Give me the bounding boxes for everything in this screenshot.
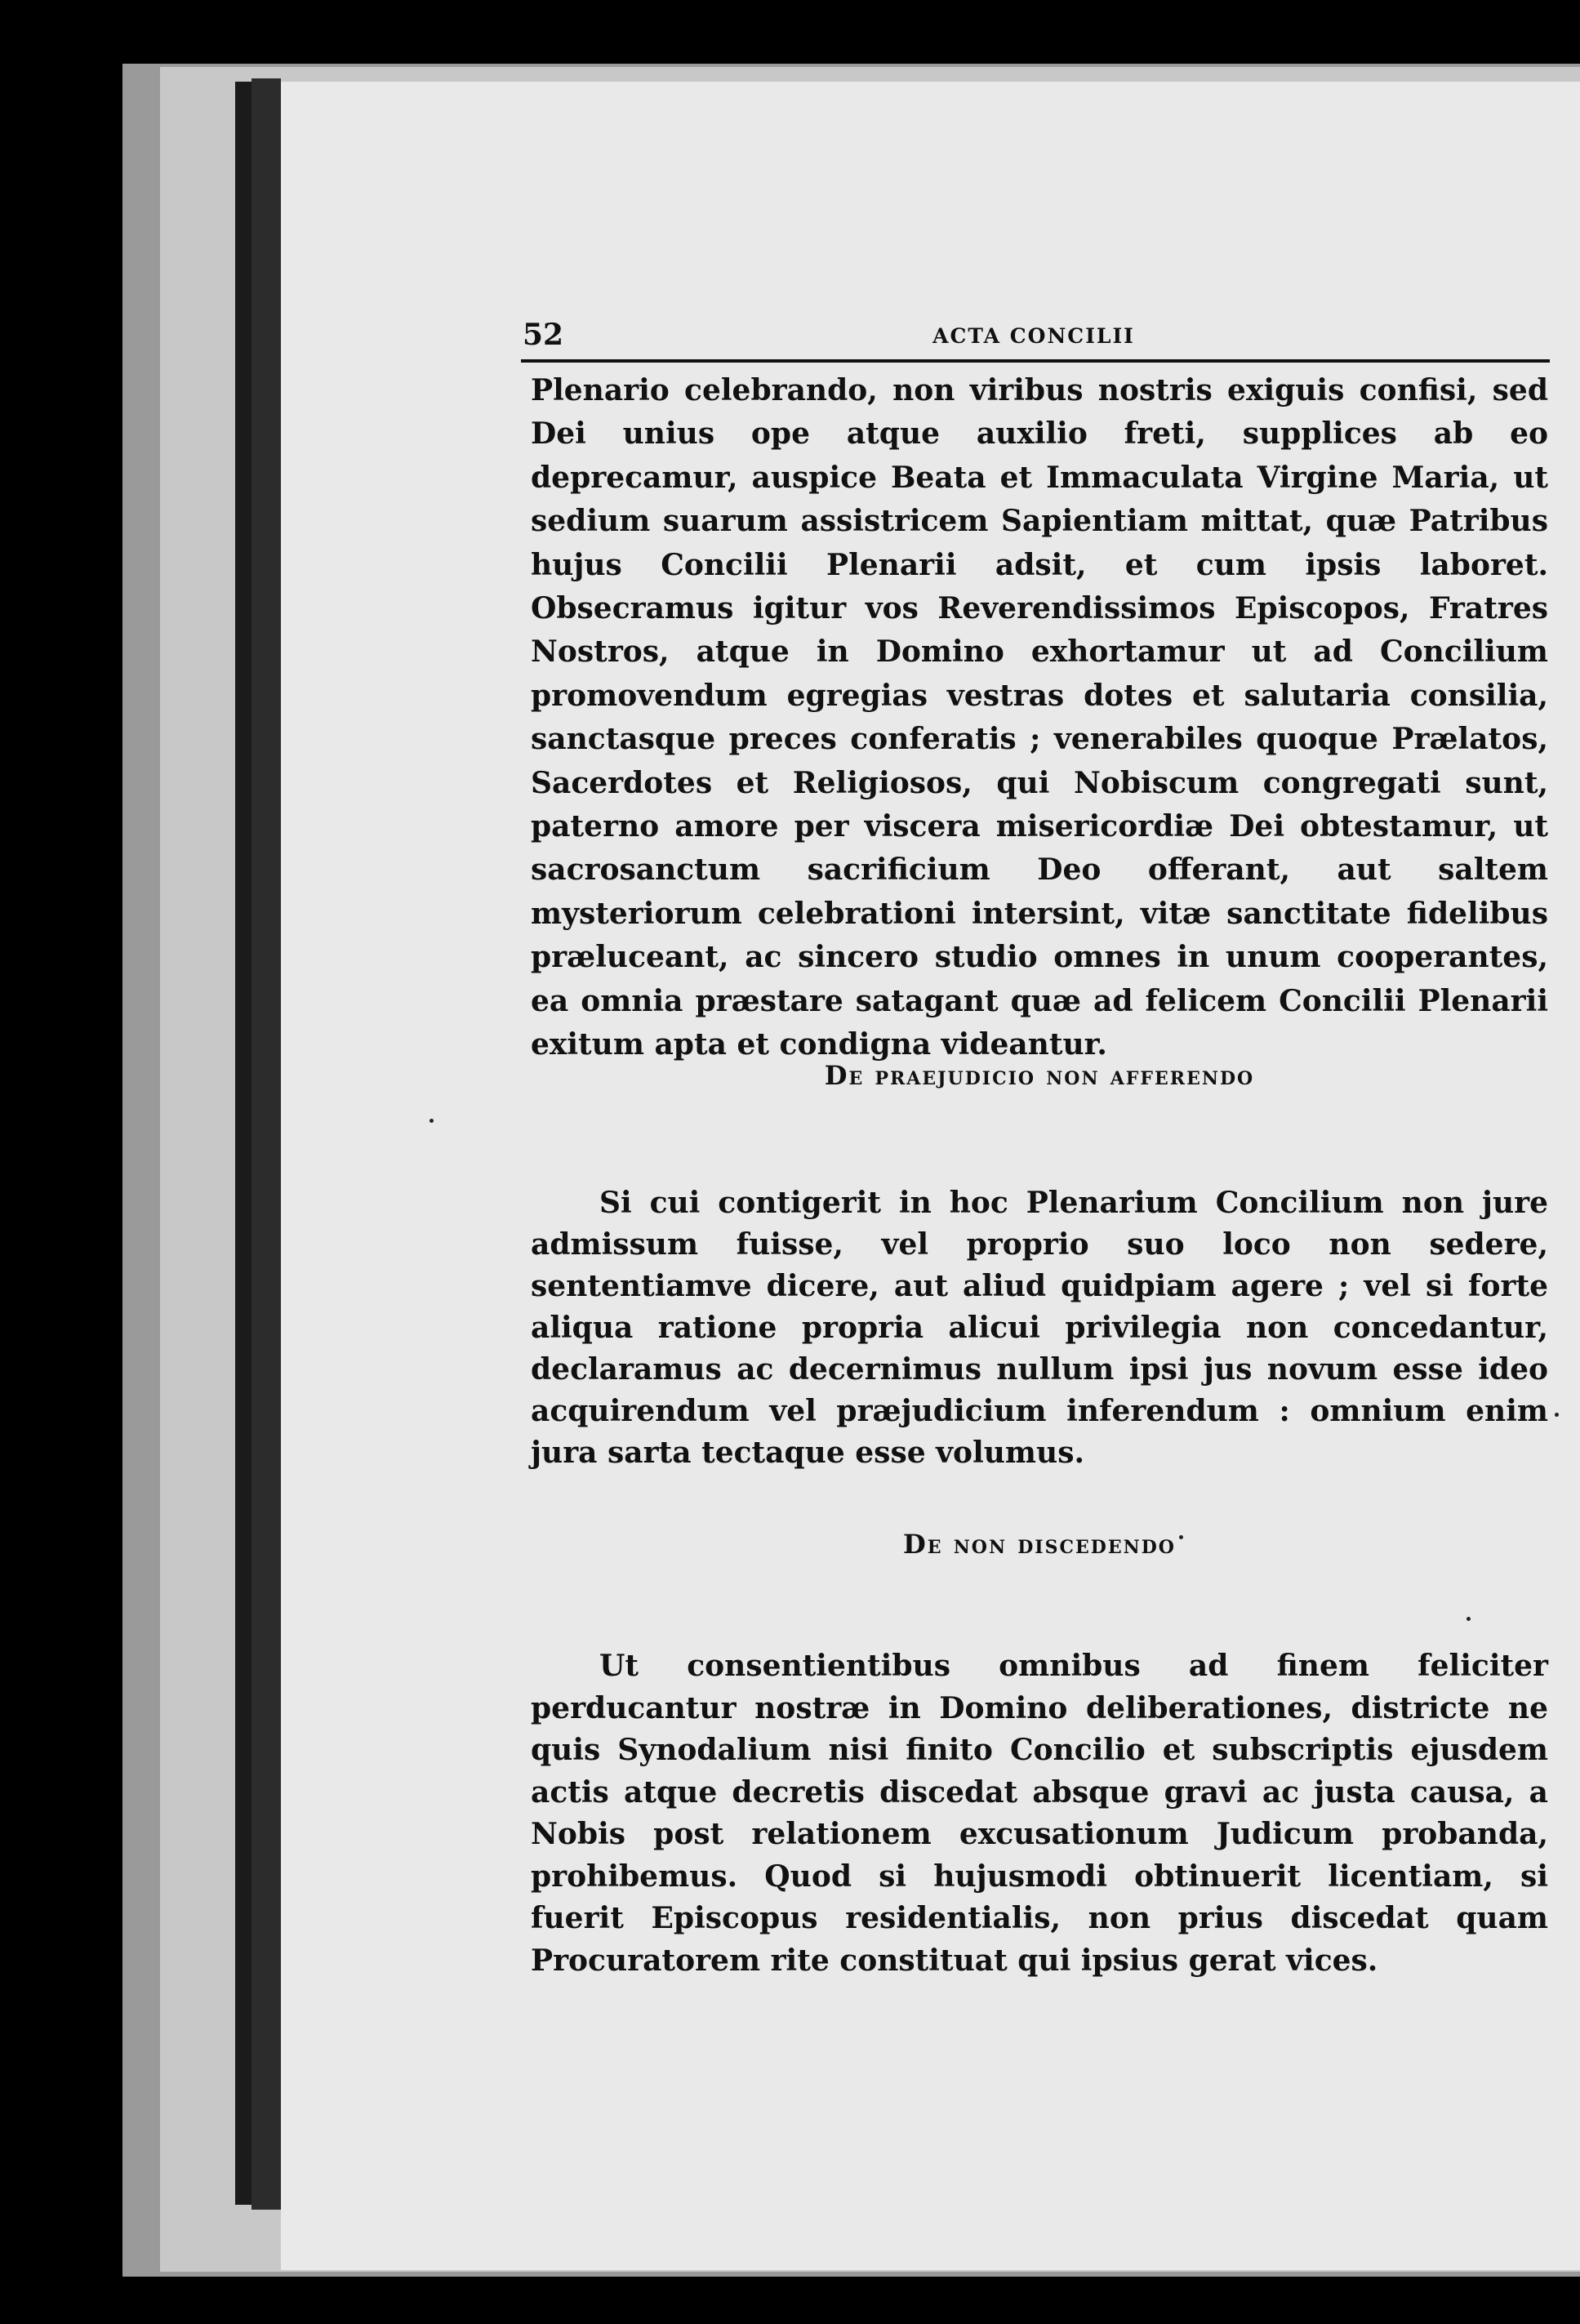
section-heading-praejudicio: De praejudicio non afferendo (824, 1060, 1255, 1091)
paragraph-praejudicio (531, 1182, 1548, 1474)
running-head (523, 314, 1545, 365)
scan-speck (1555, 1413, 1559, 1417)
scan-speck (1179, 1535, 1183, 1539)
paragraph-discedendo (531, 1645, 1548, 1982)
scan-speck (429, 1119, 434, 1123)
header-rule (521, 359, 1550, 363)
paragraph-text: Si cui contigerit in hoc Plenarium Concilium non jure admissum fuisse, vel proprio suo loco non sedere, sententiamve dicere, aut aliud quidpiam agere ; vel si forte aliqua ratione propria alicui privilegia non concedantur, declaramus ac decernimus nullum ipsi jus novum esse ideo acquirendum vel præjudicium inferendum : omnium enim jura sarta tectaque esse volumus. (531, 1186, 1548, 1470)
scan-speck (1467, 1617, 1471, 1621)
page-edge-shadow (235, 82, 251, 2205)
page-edge-band (251, 78, 281, 2210)
running-title: ACTA CONCILII (932, 324, 1135, 348)
paragraph-text: Plenario celebrando, non viribus nostris exiguis confisi, sed Dei unius ope atque auxilio freti, supplices ab eo deprecamur, auspice Beata et Immaculata Virgine Maria, ut sedium suarum assistricem Sapientiam mittat, quæ Patribus hujus Concilii Plenarii adsit, et cum ipsis laboret. Obsecramus igitur vos Reverendissimos Episcopos, Fratres Nostros, atque in Domino exhortamur ut ad Concilium promovendum egregias vestras dotes et salutaria consilia, sanctasque preces conferatis ; venerabiles quoque Prælatos, Sacerdotes et Religiosos, qui Nobiscum congregati sunt, paterno amore per viscera misericordiæ Dei obtestamur, ut sacrosanctum sacrificium Deo offerant, aut saltem mysteriorum celebrationi intersint, vitæ sanctitate fidelibus præluceant, ac sincero studio omnes in unum cooperantes, ea omnia præstare satagant quæ ad felicem Concilii Plenarii exitum apta et condigna videantur. (531, 373, 1548, 1062)
paragraph-text: Ut consentientibus omnibus ad finem feliciter perducantur nostræ in Domino deliberationes, districte ne quis Synodalium nisi finito Concilio et subscriptis ejusdem actis atque decretis discedat absque gravi ac justa causa, a Nobis post relationem excusationum Judicum probanda, prohibemus. Quod si hujusmodi obtinuerit licentiam, si fuerit Episcopus residentialis, non prius discedat quam Procuratorem rite constituat qui ipsius gerat vices. (531, 1649, 1548, 1978)
page-number: 52 (523, 318, 564, 352)
book-page (281, 82, 1580, 2270)
section-heading-discedendo: De non discedendo (903, 1529, 1176, 1560)
paragraph-opening (531, 369, 1548, 1067)
